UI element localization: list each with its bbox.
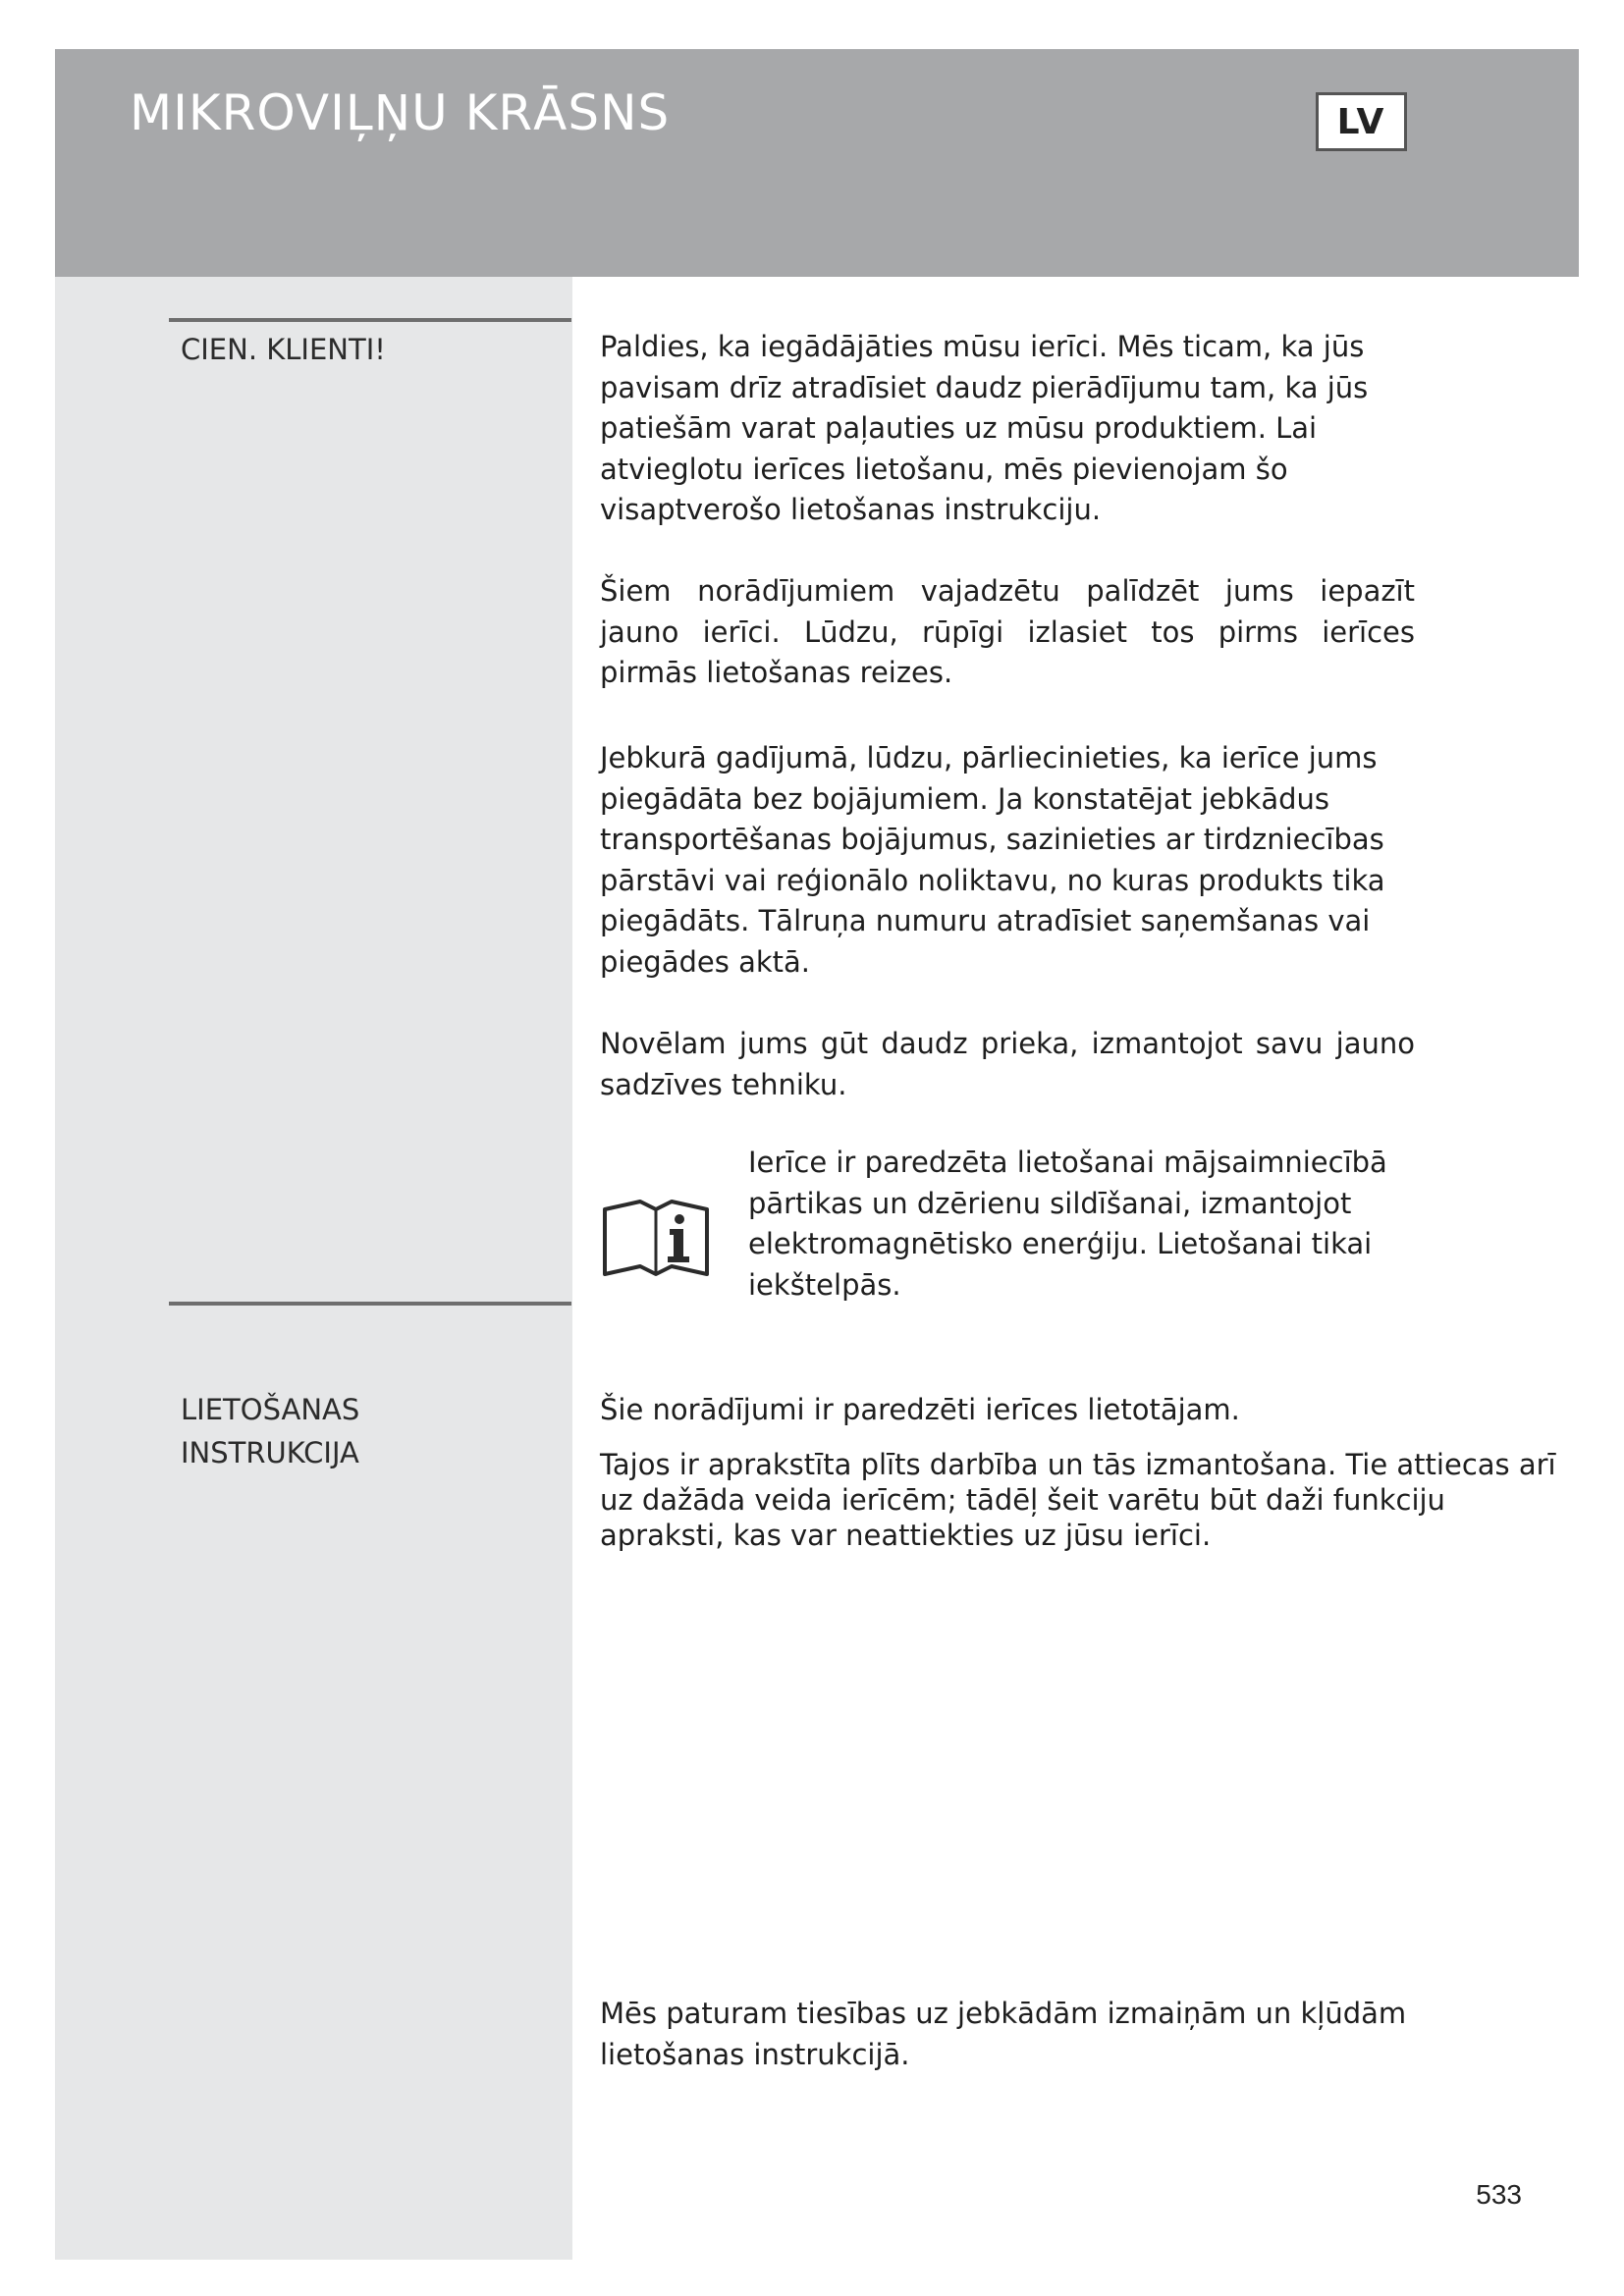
section-label-instructions bbox=[181, 1388, 359, 1474]
info-note: Ierīce ir paredzēta lietošanai mājsaimniecībā pārtikas un dzērienu sildīšanai, izmantojot elektromagnētisko enerģiju. Lietošanai tikai iekštelpās. bbox=[748, 1146, 1387, 1302]
language-badge: LV bbox=[1316, 92, 1407, 151]
page-title: MIKROVIĻŅU KRĀSNS bbox=[130, 84, 671, 141]
instructions-intro: Šie norādījumi ir paredzēti ierīces lietotājam. bbox=[600, 1393, 1240, 1426]
section-divider-instructions bbox=[169, 1302, 571, 1306]
section-label-welcome: CIEN. KLIENTI! bbox=[181, 333, 386, 366]
instructions-description: Tajos ir aprakstīta plīts darbība un tās izmantošana. Tie attiecas arī uz dažāda veida ierīcēm; tādēļ šeit varētu būt daži funkciju apraksti, kas var neattiekties uz jūsu ierīci. bbox=[600, 1448, 1556, 1552]
welcome-paragraph-1: Paldies, ka iegādājāties mūsu ierīci. Mēs ticam, ka jūs pavisam drīz atradīsiet daudz pierādījumu tam, ka jūs patiešām varat paļauties uz mūsu produktiem. Lai atvieglotu ierīces lietošanu, mēs pievienojam šo visaptverošo lietošanas instrukciju. bbox=[600, 330, 1369, 526]
section-label-instructions-line1: LIETOŠANAS bbox=[181, 1393, 360, 1426]
header-bar bbox=[55, 49, 1579, 277]
disclaimer-text: Mēs paturam tiesības uz jebkādām izmaiņām un kļūdām lietošanas instrukcijā. bbox=[600, 1997, 1407, 2071]
section-divider-welcome bbox=[169, 318, 571, 322]
sidebar bbox=[55, 277, 572, 2260]
page-number: 533 bbox=[1476, 2179, 1522, 2210]
welcome-paragraph-4: Novēlam jums gūt daudz prieka, izmantojot savu jauno sadzīves tehniku. bbox=[600, 1027, 1415, 1101]
welcome-paragraph-2: Šiem norādījumiem vajadzētu palīdzēt jums iepazīt jauno ierīci. Lūdzu, rūpīgi izlasiet tos pirms ierīces pirmās lietošanas reizes. bbox=[600, 574, 1415, 689]
welcome-paragraph-3: Jebkurā gadījumā, lūdzu, pārliecinieties, ka ierīce jums piegādāta bez bojājumiem. Ja konstatējat jebkādus transportēšanas bojājumus, sazinieties ar tirdzniecības pārstāvi vai reģionālo noliktavu, no kuras produkts tika piegādāts. Tālruņa numuru atradīsiet saņemšanas vai piegādes aktā. bbox=[600, 741, 1385, 979]
section-label-instructions-line2: INSTRUKCIJA bbox=[181, 1436, 359, 1469]
manual-info-icon bbox=[601, 1196, 711, 1280]
